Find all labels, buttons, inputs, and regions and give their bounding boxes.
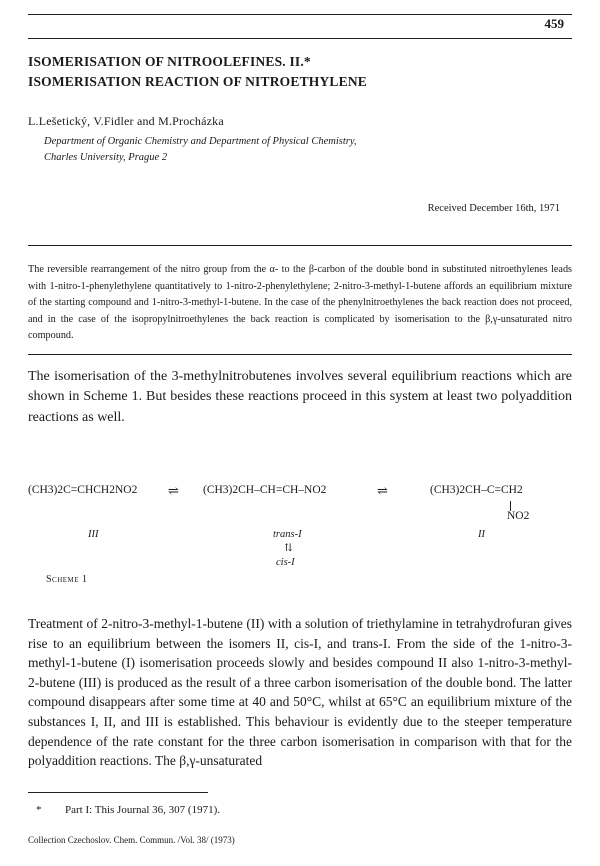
authors: L.Lešetický, V.Fidler and M.Procházka	[28, 114, 224, 128]
compound-mid: (CH3)2CH–CH=CH–NO2	[203, 484, 327, 496]
label-right: II	[478, 529, 485, 540]
footnote-text: Part I: This Journal 36, 307 (1971).	[65, 804, 221, 816]
substituent-no2: NO2	[507, 510, 530, 522]
affiliation-line-1: Department of Organic Chemistry and Department of Physical Chemistry,	[44, 136, 357, 147]
compound-left: (CH3)2C=CHCH2NO2	[28, 484, 138, 496]
compound-right: (CH3)2CH–C=CH2	[430, 484, 523, 496]
equilibrium-arrow-2: ⇌	[377, 483, 388, 498]
footnote-rule	[28, 792, 208, 793]
abstract-bottom-rule	[28, 354, 572, 355]
footnote	[36, 804, 220, 816]
page-number: 459	[544, 16, 564, 31]
header-rule-bottom	[28, 38, 572, 39]
label-mid: trans-I	[273, 529, 302, 540]
journal-line: Collection Czechoslov. Chem. Commun. /Vol. 38/ (1973)	[28, 835, 235, 845]
title-line-1: ISOMERISATION OF NITROOLEFINES. II.*	[28, 54, 311, 69]
scheme-caption: Scheme 1	[46, 574, 88, 585]
main-paragraph: Treatment of 2-nitro-3-methyl-1-butene (II) with a solution of triethylamine in tetrahydrofuran gives rise to an equilibrium between the isomers II, cis-I, and trans-I. From the side of the 1-nitro-3-methyl-1-butene (I) isomerisation proceeds slowly and besides compound II also 1-nitro-3-methyl-2-butene (III) is produced as the result of a three carbon isomerisation of the double bond. The latter compound disappears after some time at 40 and 50°C, whilst at 65°C an equilibrium mixture of the substances I, II, and III is established. This behaviour is evidently due to the steeper temperature dependence of the rate constant for the three carbon isomerisation in comparison with that for the polyaddition reactions. The β,γ-unsaturated	[28, 616, 572, 769]
equilibrium-arrow-1: ⇌	[168, 483, 179, 498]
title-line-2: ISOMERISATION REACTION OF NITROETHYLENE	[28, 74, 367, 89]
received-date: Received December 16th, 1971	[427, 203, 560, 214]
abstract-top-rule	[28, 245, 572, 246]
footnote-marker: *	[36, 804, 42, 816]
label-mid-2: cis-I	[276, 557, 295, 568]
header-rule	[28, 14, 572, 15]
affiliation-line-2: Charles University, Prague 2	[44, 152, 168, 163]
abstract: The reversible rearrangement of the nitro group from the α- to the β-carbon of the double bond in substituted nitroethylenes leads with 1-nitro-1-phenylethylene quantitatively to 1-nitro-2-phenylethylene; 2-nitro-3-methyl-1-butene affords an equilibrium mixture of the starting compound and 1-nitro-3-methyl-1-butene. In the case of the phenylnitroethylenes the back reaction does not proceed, and in the case of the isopropylnitroethylenes the back reaction is complicated by isomerisation to the β,γ-unsaturated nitro compound.	[28, 264, 572, 342]
cis-trans-arrow: ⇅	[284, 543, 293, 554]
intro-paragraph: The isomerisation of the 3-methylnitrobutenes involves several equilibrium reactions which are shown in Scheme 1. But besides these reactions proceed in this system at least two polyaddition reactions as well.	[28, 369, 572, 425]
label-left: III	[88, 529, 99, 540]
